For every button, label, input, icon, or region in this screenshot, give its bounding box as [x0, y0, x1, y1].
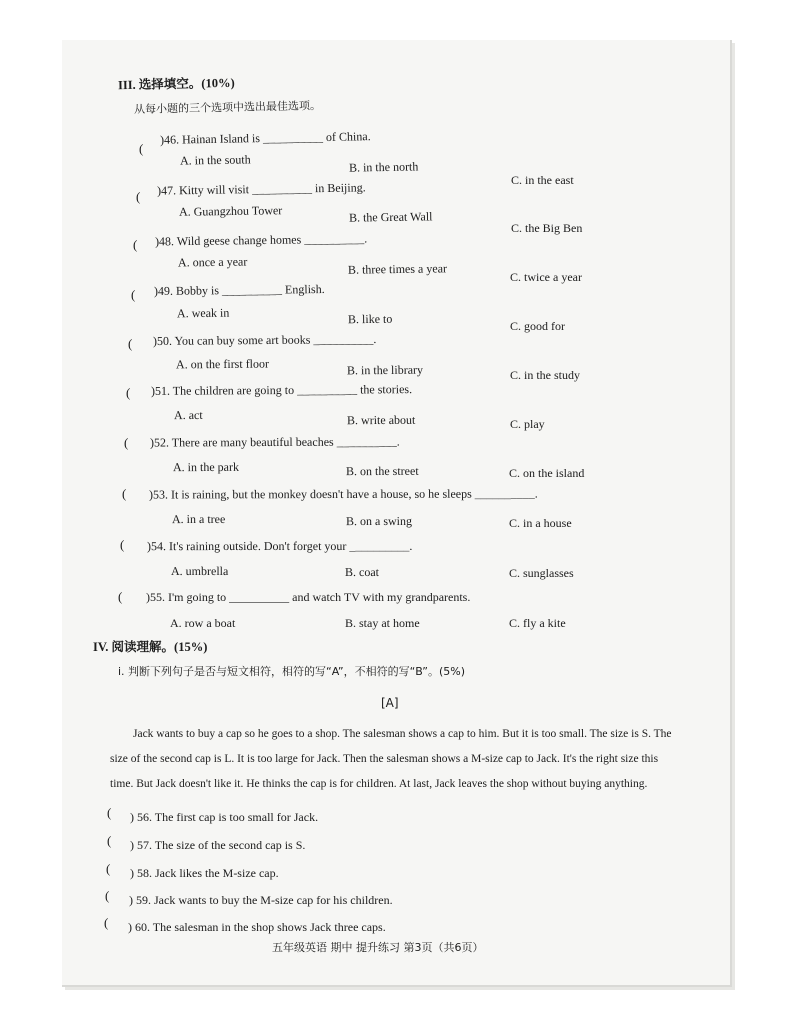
option-b: B. coat	[344, 564, 380, 580]
option-c: C. in the east	[511, 173, 574, 187]
option-a: A. weak in	[176, 305, 230, 321]
answer-paren: (	[107, 833, 112, 848]
option-b: B. stay at home	[345, 616, 420, 630]
answer-paren: (	[106, 861, 111, 876]
option-c: C. twice a year	[510, 270, 582, 284]
answer-paren: (	[105, 888, 110, 903]
section-4-instruction: i. 判断下列句子是否与短文相符，相符的写“A”，不相符的写“B”。(5%)	[118, 665, 465, 678]
statement-text: ) 60. The salesman in the shop shows Jack three caps.	[128, 920, 386, 934]
answer-paren: (	[131, 287, 136, 302]
option-c: C. fly a kite	[509, 616, 566, 630]
option-a: A. Guangzhou Tower	[178, 203, 283, 219]
option-c: C. sunglasses	[509, 566, 574, 580]
question-stem: )48. Wild geese change homes __________.	[154, 231, 368, 249]
passage-line: Jack wants to buy a cap so he goes to a shop. The salesman shows a cap to him. But it is too small. The size is S. The	[133, 728, 672, 740]
section-3-instruction: 从每小题的三个选项中选出最佳选项。	[133, 99, 322, 116]
passage-label: [A]	[381, 696, 399, 710]
option-c: C. play	[510, 417, 545, 431]
passage-line: size of the second cap is L. It is too large for Jack. Then the salesman shows a M-size cap to Jack. It's the right size this	[110, 753, 659, 765]
question-stem: )54. It's raining outside. Don't forget your __________.	[146, 538, 413, 554]
option-b: B. the Great Wall	[348, 209, 433, 225]
page-footer: 五年级英语 期中 提升练习 第3页（共6页）	[272, 941, 484, 954]
option-a: A. umbrella	[170, 563, 229, 579]
option-a: A. in a tree	[171, 511, 226, 527]
option-a: A. on the first floor	[175, 356, 270, 372]
answer-paren: (	[124, 435, 129, 450]
statement-text: ) 57. The size of the second cap is S.	[130, 838, 306, 852]
answer-paren: (	[128, 336, 133, 351]
option-c: C. on the island	[509, 466, 585, 480]
option-b: B. write about	[346, 412, 416, 428]
option-b: B. like to	[347, 311, 393, 327]
question-stem: )47. Kitty will visit __________ in Beijing.	[156, 180, 366, 198]
option-c: C. the Big Ben	[511, 221, 583, 235]
section-3-heading: III. 选择填空。(10%)	[117, 75, 235, 93]
option-b: B. in the north	[348, 159, 419, 175]
option-a: A. act	[173, 407, 203, 423]
option-a: A. in the park	[172, 459, 240, 475]
answer-paren: (	[136, 189, 141, 204]
option-c: C. in the study	[510, 368, 581, 382]
passage-line: time. But Jack doesn't like it. He thinks the cap is for children. At last, Jack leaves the shop without buying anything.	[110, 778, 648, 790]
option-a: A. in the south	[179, 152, 251, 168]
statement-text: ) 58. Jack likes the M-size cap.	[130, 866, 279, 880]
question-stem: )52. There are many beautiful beaches __________.	[149, 434, 400, 450]
question-stem: )51. The children are going to __________ the stories.	[150, 382, 413, 398]
question-stem: )55. I'm going to __________ and watch TV with my grandparents.	[146, 590, 471, 604]
option-b: B. three times a year	[347, 261, 448, 277]
answer-paren: (	[118, 589, 123, 604]
answer-paren: (	[126, 385, 131, 400]
question-stem: )46. Hainan Island is __________ of China.	[159, 129, 371, 147]
answer-paren: (	[107, 805, 112, 820]
answer-paren: (	[139, 141, 144, 156]
option-a: A. row a boat	[170, 616, 236, 630]
option-b: B. in the library	[346, 362, 424, 378]
answer-paren: (	[104, 915, 109, 930]
answer-paren: (	[133, 237, 138, 252]
section-4-heading: IV. 阅读理解。(15%)	[93, 640, 208, 654]
option-b: B. on a swing	[345, 513, 413, 529]
question-stem: )49. Bobby is __________ English.	[153, 281, 325, 299]
option-c: C. in a house	[509, 516, 572, 530]
option-b: B. on the street	[345, 463, 419, 479]
option-c: C. good for	[510, 319, 565, 333]
option-a: A. once a year	[177, 254, 248, 270]
answer-paren: (	[122, 486, 127, 501]
statement-text: ) 59. Jack wants to buy the M-size cap for his children.	[129, 893, 393, 907]
answer-paren: (	[120, 537, 125, 552]
question-stem: )50. You can buy some art books __________.	[152, 332, 377, 348]
question-stem: )53. It is raining, but the monkey doesn't have a house, so he sleeps __________.	[148, 486, 538, 502]
statement-text: ) 56. The first cap is too small for Jack.	[130, 810, 319, 824]
